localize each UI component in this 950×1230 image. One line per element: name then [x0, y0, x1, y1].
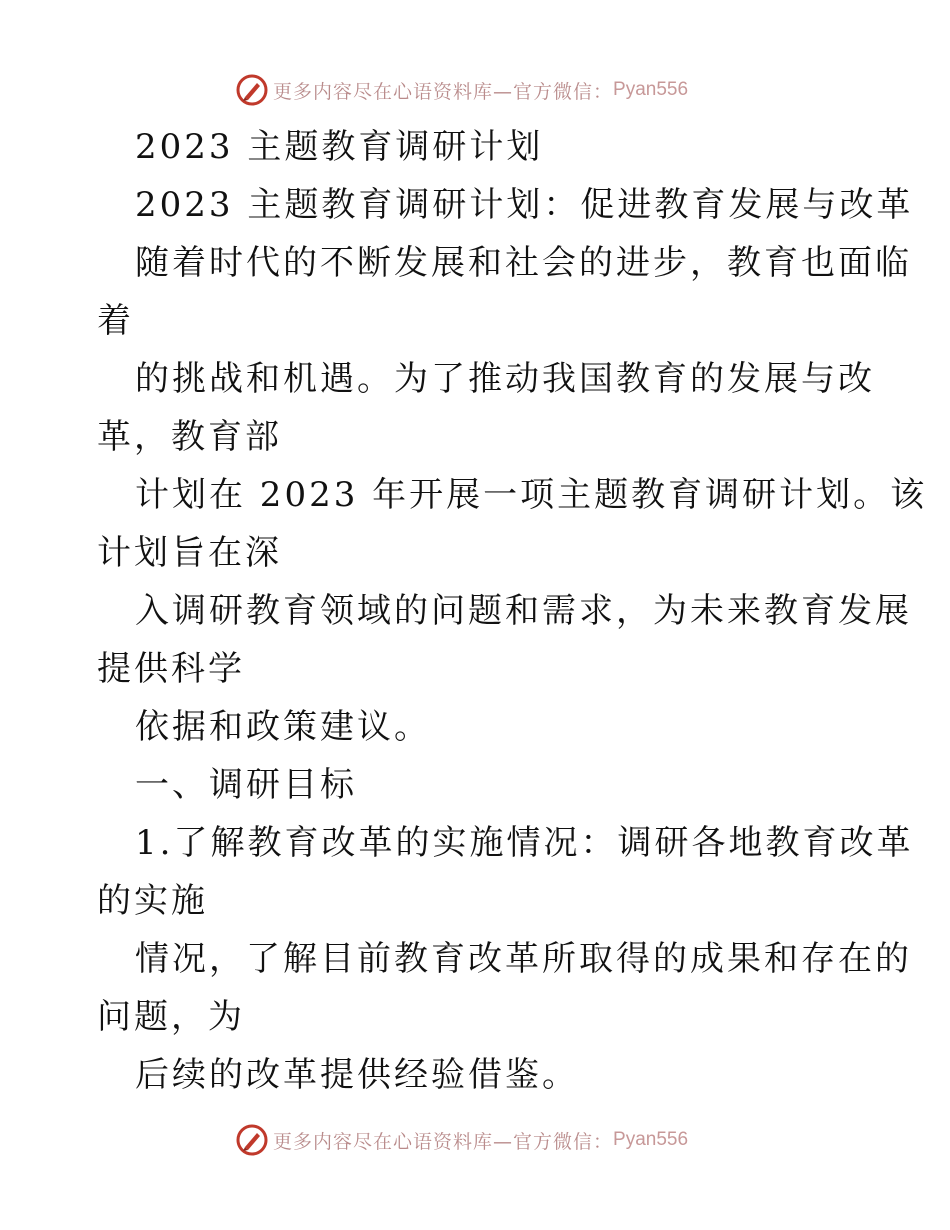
- list-item-line: 1.了解教育改革的实施情况：调研各地教育改革: [135, 823, 914, 863]
- watermark-text: 更多内容尽在心语资料库—官方微信：: [273, 80, 614, 103]
- pen-logo-icon: [235, 73, 269, 107]
- paragraph-line: 依据和政策建议。: [135, 707, 431, 747]
- paragraph-line: 革，教育部: [97, 417, 282, 457]
- document-body: [97, 118, 928, 1104]
- pen-logo-icon: [235, 1123, 269, 1157]
- footer-watermark: [235, 1122, 688, 1158]
- list-item-line: 情况，了解目前教育改革所取得的成果和存在的: [135, 939, 912, 979]
- watermark-text: 更多内容尽在心语资料库—官方微信：: [273, 1130, 614, 1153]
- paragraph-line: 计划旨在深: [97, 533, 282, 573]
- watermark-wechat-id: Pyan556: [613, 1129, 689, 1150]
- doc-subtitle: 2023 主题教育调研计划：促进教育发展与改革: [135, 185, 914, 225]
- paragraph-line: 着: [97, 301, 134, 341]
- list-item-line: 的实施: [97, 881, 208, 921]
- list-item-line: 问题，为: [97, 997, 245, 1037]
- paragraph-line: 计划在 2023 年开展一项主题教育调研计划。该: [135, 475, 928, 515]
- paragraph-line: 随着时代的不断发展和社会的进步，教育也面临: [135, 243, 912, 283]
- section-heading: 一、调研目标: [135, 765, 357, 805]
- paragraph-line: 的挑战和机遇。为了推动我国教育的发展与改: [135, 359, 875, 399]
- doc-title: 2023 主题教育调研计划: [135, 127, 544, 167]
- watermark-wechat-id: Pyan556: [613, 79, 689, 100]
- header-watermark: [235, 72, 688, 108]
- paragraph-line: 提供科学: [97, 649, 245, 689]
- list-item-line: 后续的改革提供经验借鉴。: [135, 1055, 579, 1095]
- paragraph-line: 入调研教育领域的问题和需求，为未来教育发展: [135, 591, 912, 631]
